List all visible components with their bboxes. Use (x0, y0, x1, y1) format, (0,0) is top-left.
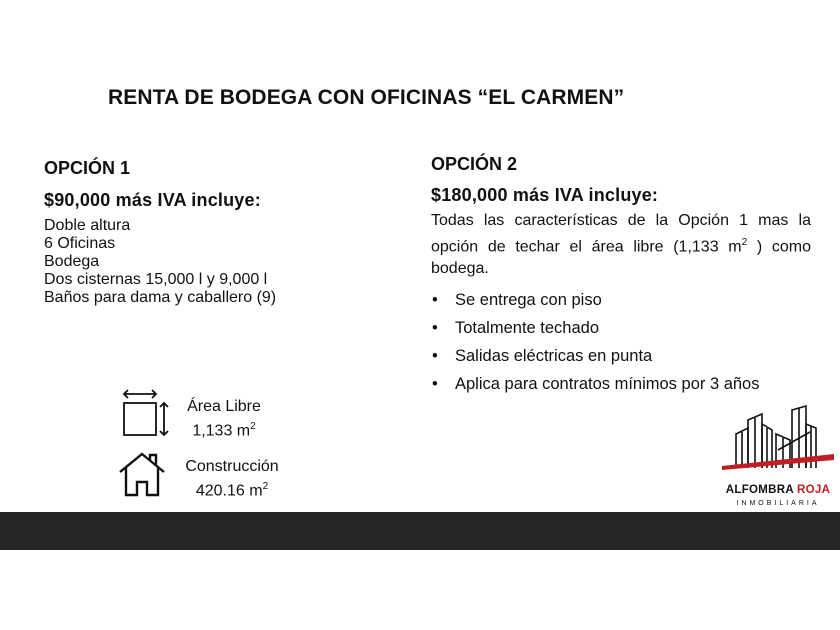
house-icon (117, 450, 167, 498)
option-1-heading: OPCIÓN 1 (44, 158, 131, 178)
buildings-logo-icon (718, 404, 838, 482)
list-item: Doble altura (44, 217, 131, 234)
list-item: • Totalmente techado (431, 314, 811, 342)
description-text-end: ) como bodega. (431, 238, 812, 278)
area-libre-value: 1,133 $m^2$ (192, 421, 256, 440)
list-item: Dos cisternas 15,000 l y 9,000 l (44, 271, 268, 288)
list-item: Bodega (44, 253, 100, 270)
area-icon (120, 387, 172, 439)
list-item: • Salidas eléctricas en punta (431, 342, 811, 370)
option-1-feature-list (44, 217, 404, 307)
option-2-feature-list (431, 286, 811, 398)
page-title: RENTA DE BODEGA CON OFICINAS “EL CARMEN” (108, 86, 625, 109)
logo-wordmark: ALFOMBRA ROJA (725, 484, 831, 496)
description-superscript: 2 (741, 237, 748, 248)
option-2-heading: OPCIÓN 2 (431, 154, 518, 174)
company-logo (718, 404, 838, 510)
area-libre-label: Área Libre (187, 398, 261, 415)
list-item: Baños para dama y caballero (9) (44, 289, 277, 306)
construccion-value: 420.16 $m^2$ (195, 481, 269, 500)
list-item: • Aplica para contratos mínimos por 3 años (431, 370, 811, 398)
option-1-price: $90,000 más IVA incluye: (44, 190, 261, 210)
area-libre-stat (178, 397, 270, 441)
option-1-section (44, 158, 404, 307)
logo-tagline: INMOBILIARIA (736, 500, 820, 507)
description-text: Todas las características de la Opción 1 mas la opción de techar el área libre (1,133 m (431, 212, 811, 256)
list-item: • Se entrega con piso (431, 286, 811, 314)
list-item: 6 Oficinas (44, 235, 116, 252)
option-2-section (431, 154, 811, 398)
footer-bar (0, 512, 840, 550)
option-2-description (431, 210, 811, 280)
construccion-stat (172, 457, 292, 501)
option-2-price: $180,000 más IVA incluye: (431, 185, 659, 205)
construccion-label: Construcción (185, 458, 279, 475)
